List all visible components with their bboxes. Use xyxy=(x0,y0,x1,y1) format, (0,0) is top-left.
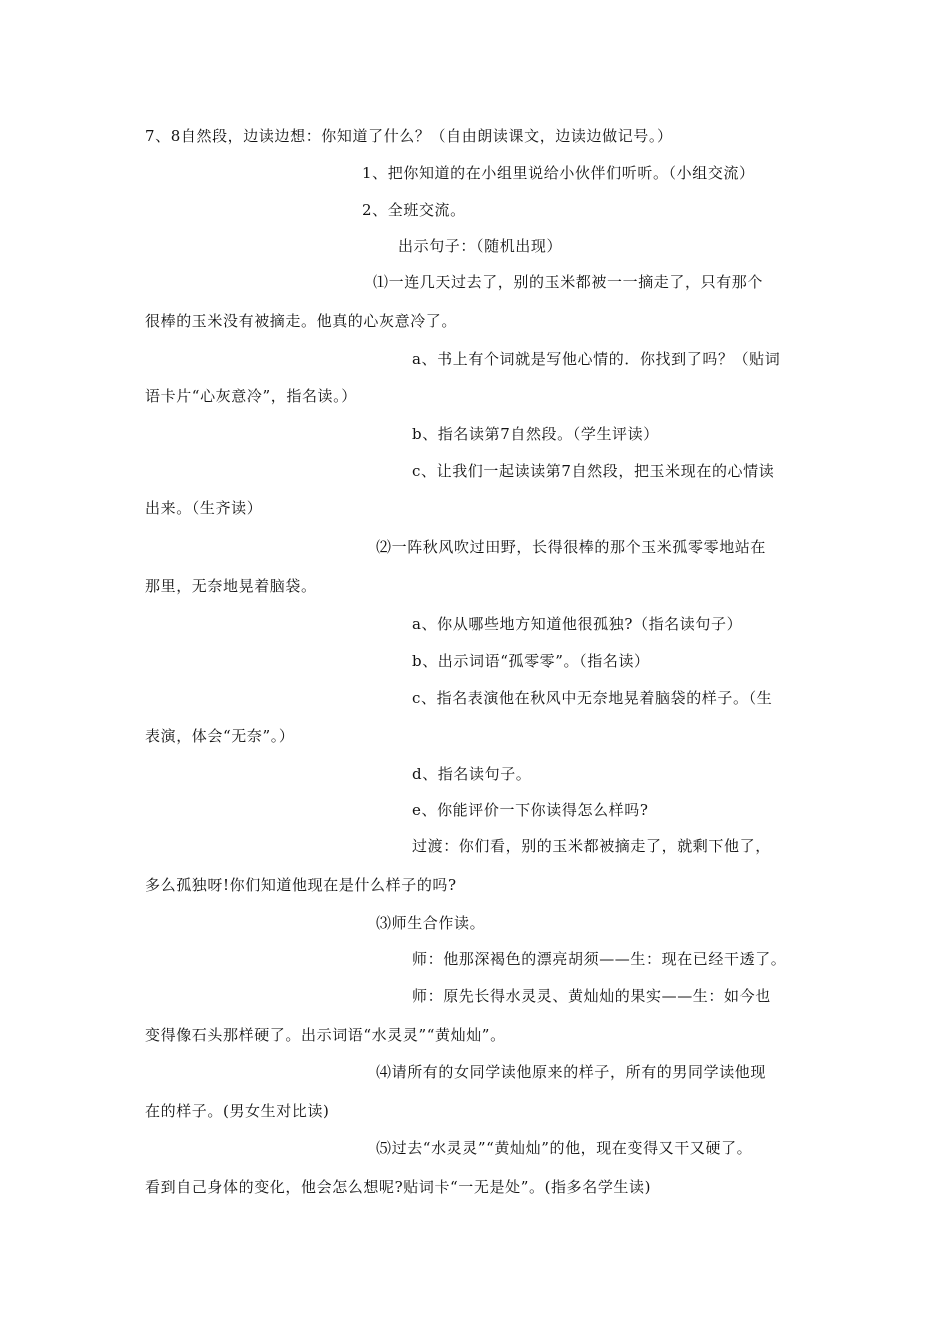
text-line-28: ⑸过去“水灵灵”“黄灿灿”的他，现在变得又干又硬了。 xyxy=(376,1139,753,1157)
text-line-2: 1、把你知道的在小组里说给小伙伴们听听。（小组交流） xyxy=(362,164,755,182)
text-line-19: e、你能评价一下你读得怎么样吗? xyxy=(412,801,649,819)
text-line-3: 2、全班交流。 xyxy=(362,201,466,219)
text-line-13: 那里，无奈地晃着脑袋。 xyxy=(145,577,317,595)
text-line-23: 师：他那深褐色的漂亮胡须——生：现在已经干透了。 xyxy=(412,950,787,968)
text-line-7: a、书上有个词就是写他心情的．你找到了吗？（贴词 xyxy=(412,350,781,368)
text-line-21: 多么孤独呀!你们知道他现在是什么样子的吗? xyxy=(145,876,457,894)
text-line-4: 出示句子：（随机出现） xyxy=(398,237,563,255)
text-line-20: 过渡：你们看，别的玉米都被摘走了，就剩下他了， xyxy=(412,837,771,855)
text-line-10: c、让我们一起读读第7自然段，把玉米现在的心情读 xyxy=(412,462,775,480)
text-line-22: ⑶师生合作读。 xyxy=(376,914,486,932)
text-line-14: a、你从哪些地方知道他很孤独?（指名读句子） xyxy=(412,615,743,633)
text-line-15: b、出示词语“孤零零”。（指名读） xyxy=(412,652,650,670)
text-line-27: 在的样子。(男女生对比读) xyxy=(145,1102,330,1120)
text-line-11: 出来。（生齐读） xyxy=(145,499,263,517)
text-line-9: b、指名读第7自然段。（学生评读） xyxy=(412,425,659,443)
text-line-8: 语卡片“心灰意冷”，指名读。） xyxy=(145,387,357,405)
text-line-6: 很棒的玉米没有被摘走。他真的心灰意冷了。 xyxy=(145,312,458,330)
text-line-5: ⑴一连几天过去了，别的玉米都被一一摘走了，只有那个 xyxy=(373,273,764,291)
text-line-24: 师：原先长得水灵灵、黄灿灿的果实——生：如今也 xyxy=(412,987,771,1005)
text-line-16: c、指名表演他在秋风中无奈地晃着脑袋的样子。（生 xyxy=(412,689,773,707)
text-line-12: ⑵一阵秋风吹过田野，长得很棒的那个玉米孤零零地站在 xyxy=(376,538,767,556)
text-line-25: 变得像石头那样硬了。出示词语“水灵灵”“黄灿灿”。 xyxy=(145,1026,506,1044)
text-line-29: 看到自己身体的变化，他会怎么想呢?贴词卡“一无是处”。(指多名学生读) xyxy=(145,1178,652,1196)
text-line-17: 表演，体会“无奈”。） xyxy=(145,727,295,745)
text-line-26: ⑷请所有的女同学读他原来的样子，所有的男同学读他现 xyxy=(376,1063,767,1081)
text-line-1: 7、8自然段，边读边想：你知道了什么？（自由朗读课文，边读边做记号。） xyxy=(145,127,673,145)
text-line-18: d、指名读句子。 xyxy=(412,765,532,783)
